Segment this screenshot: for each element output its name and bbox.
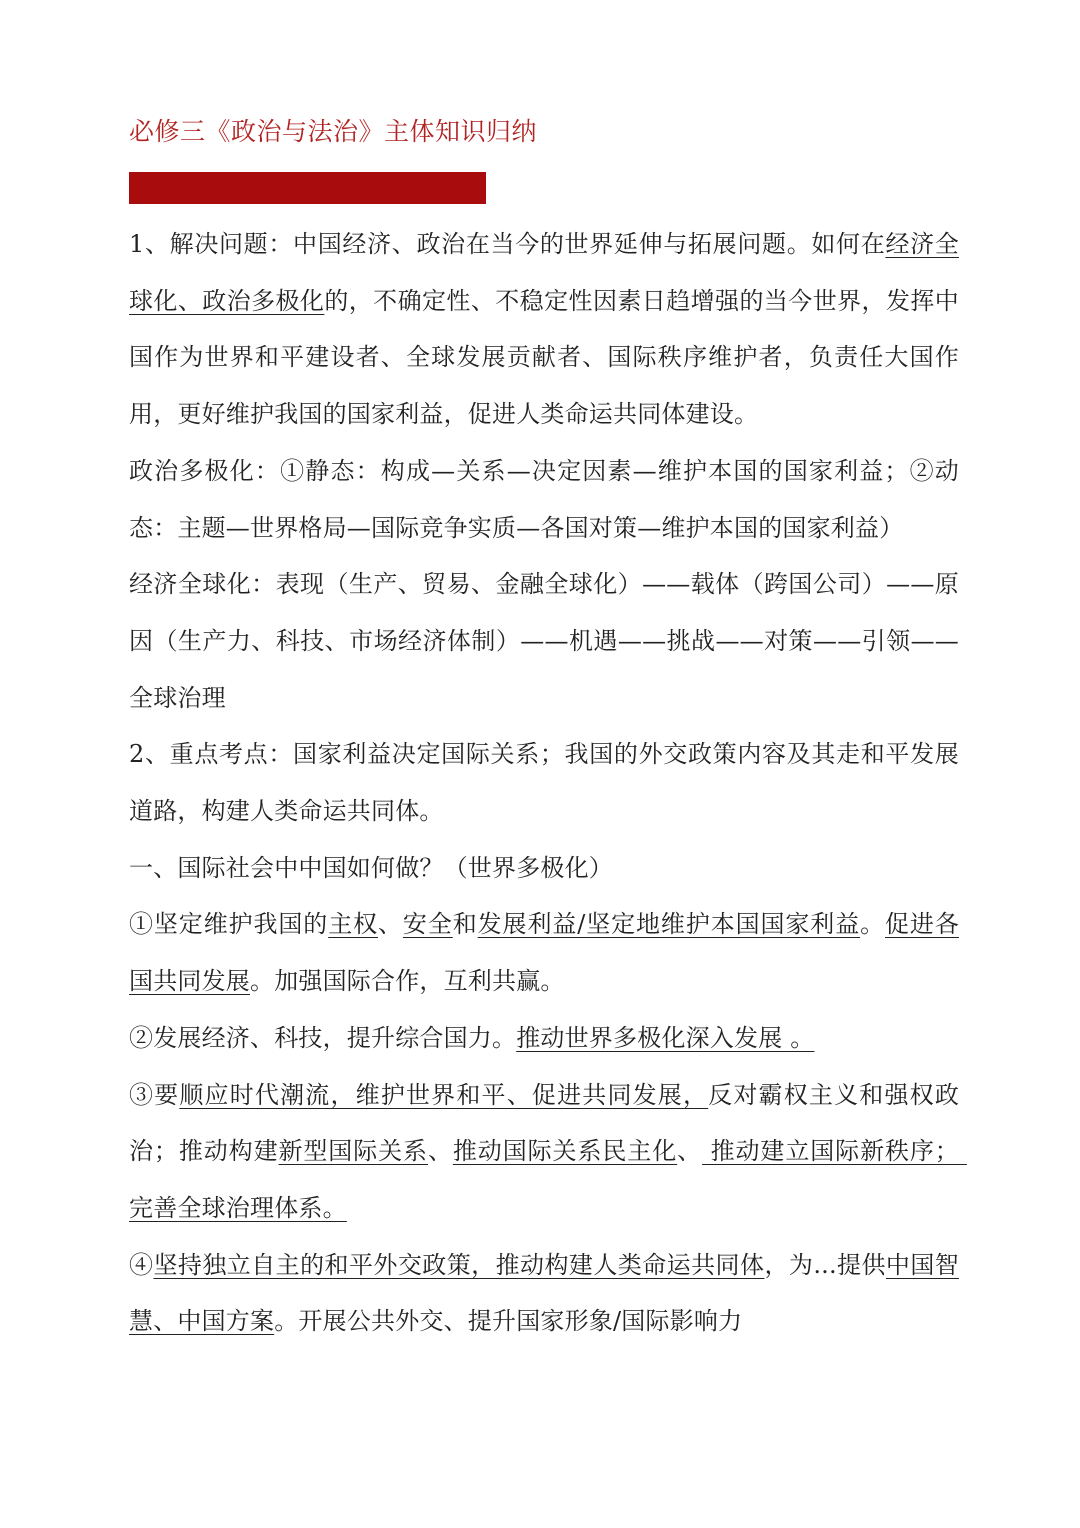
list-item-2 [129,1010,959,1067]
underlined-text: 推动建立国际新秩序； 完善全球治理体系。 [129,1137,967,1222]
underlined-text: 推动世界多极化深入发展 。 [516,1023,815,1052]
list-item-3 [129,1067,967,1237]
text-span: ①坚定维护我国的 [129,910,329,939]
text-span: 1、解决问题：中国经济、政治在当今的世界延伸与拓展问题。如何在 [129,230,886,258]
underlined-text: 中国智慧、中国方案 [129,1250,959,1336]
text-span: 、 [427,1137,453,1166]
text-span: 。加强国际合作，互利共赢。 [250,967,565,996]
text-span: 和 [452,910,478,939]
text-span: ④ [129,1250,154,1279]
text-span: ③要 [129,1080,180,1109]
text-span: 。开展公共外交、提升国家形象/国际影响力 [274,1307,743,1336]
text-span: 、 [378,910,403,939]
text-span: 、 [677,1137,703,1166]
paragraph-key-points: 2、重点考点：国家利益决定国际关系；我国的外交政策内容及其走和平发展道路，构建人类命运共同体。 [129,740,959,826]
list-item-4 [129,1237,959,1350]
text-span: ，为...提供 [764,1250,886,1279]
section-heading-china-role: 一、国际社会中中国如何做？（世界多极化） [129,853,613,882]
title-accent-bar [129,172,486,204]
paragraph-economic-globalization: 经济全球化：表现（生产、贸易、金融全球化）——载体（跨国公司）——原因（生产力、科技、市场经济体制）——机遇——挑战——对策——引领——全球治理 [129,570,959,712]
list-item-1 [129,896,959,1009]
document-body [129,216,967,1350]
underlined-text: 主权 [328,910,379,939]
underlined-text: 新型国际关系 [278,1137,428,1166]
underlined-text: 促进各国共同发展 [129,910,960,996]
underlined-text: 坚持独立自主的和平外交政策，推动构建人类命运共同体 [153,1250,765,1279]
document-title: 必修三《政治与法治》主体知识归纳 [129,117,538,146]
text-span: 的，不确定性、不稳定性因素日趋增强的当今世界，发挥中国作为世界和平建设者、全球发展贡献者、国际秩序维护者，负责任大国作用，更好维护我国的国家利益，促进人类命运共同体建设。 [129,286,959,429]
underlined-text: 推动国际关系民主化 [452,1137,678,1166]
underlined-text: 发展利益/坚定地维护本国国家利益 [477,910,861,939]
underlined-text: 顺应时代潮流，维护世界和平、促进共同发展， [179,1080,709,1109]
text-span: ②发展经济、科技，提升综合国力。 [129,1023,517,1052]
text-span: 。 [860,910,886,939]
underlined-text: 安全 [402,910,453,939]
underlined-text: 经济全球化、政治多极化 [129,230,960,315]
text-span: 反对霸权主义和强权政治；推动构建 [129,1080,960,1166]
paragraph-political-multipolarity: 政治多极化：①静态：构成—关系—决定因素—维护本国的国家利益；②动态：主题—世界格局—国际竞争实质—各国对策—维护本国的国家利益） [129,456,959,542]
paragraph-problem-solving [129,216,959,443]
